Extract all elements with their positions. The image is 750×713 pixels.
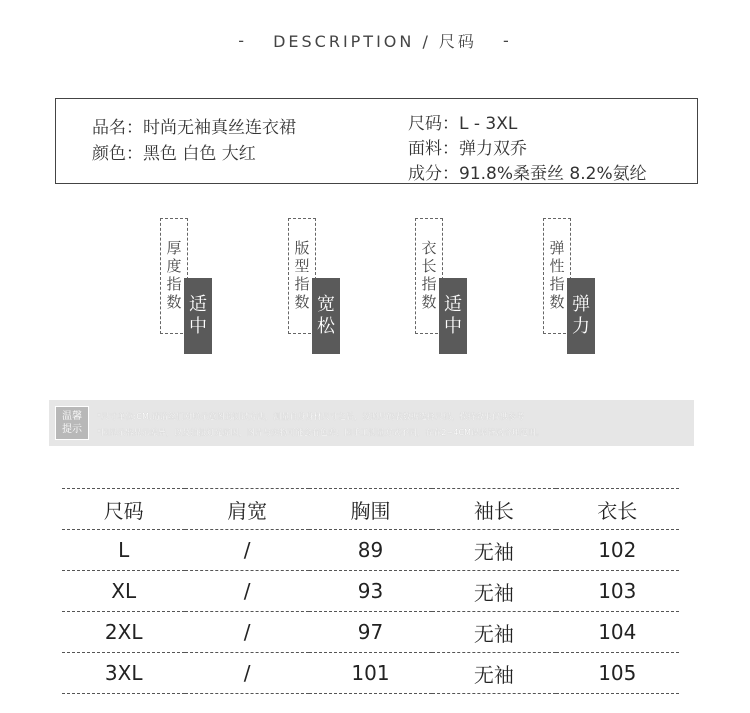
label-char: 数 [294,293,310,311]
fit-index-card [288,218,348,358]
header-cell: 尺码 [62,489,185,530]
value-char: 宽 [317,294,335,315]
table-cell: / [185,612,308,653]
header-cell: 肩宽 [185,489,308,530]
tips-badge-line1: 温馨 [62,411,82,422]
tip-line-1: *尺寸单位:CM,请谙丝们对照示意图的测试方法，测量自身身材尺寸之后，按照尺码表数据选择尺码，模特效果仅供参考 [97,412,525,421]
size-table [62,488,679,694]
label-char: 指 [549,275,565,293]
product-name: 品名：时尚无袖真丝连衣裙 [92,118,296,138]
value-char: 中 [444,316,462,337]
table-cell: 97 [309,612,432,653]
tip-line-2: *因显示器显示差异，以及拍摄灯光原因，图片与实物可能会有色差；因手工测量方式不同，存在2~4CM误差皆属合理范围。 [97,428,545,437]
value-char: 中 [189,316,207,337]
index-value [312,278,340,354]
label-char: 厚 [166,239,182,257]
label-char: 长 [421,257,437,275]
value-char: 弹 [572,294,590,315]
table-cell: 101 [309,653,432,694]
label-char: 指 [166,275,182,293]
elasticity-index-card [543,218,603,358]
value-char: 适 [444,294,462,315]
table-cell: 无袖 [432,653,555,694]
label-char: 型 [294,257,310,275]
table-cell: / [185,571,308,612]
label-char: 数 [166,293,182,311]
table-cell: 104 [556,612,679,653]
table-cell: 93 [309,571,432,612]
label-char: 版 [294,239,310,257]
header-left-dash: - [238,30,248,50]
thickness-index-card [160,218,220,358]
value-char: 力 [572,316,590,337]
label-char: 指 [421,275,437,293]
table-cell: 102 [556,530,679,571]
table-row [62,530,679,571]
table-cell: / [185,530,308,571]
tips-badge-line2: 提示 [62,424,82,435]
label-char: 弹 [549,239,565,257]
table-cell: 105 [556,653,679,694]
product-colors: 颜色：黑色 白色 大红 [92,144,256,164]
label-char: 衣 [421,239,437,257]
index-value [567,278,595,354]
value-char: 松 [317,316,335,337]
header-cell: 袖长 [432,489,555,530]
label-char: 数 [549,293,565,311]
length-index-card [415,218,475,358]
table-row [62,653,679,694]
index-value [439,278,467,354]
table-cell: / [185,653,308,694]
table-cell: XL [62,571,185,612]
label-char: 度 [166,257,182,275]
table-cell: 2XL [62,612,185,653]
value-char: 适 [189,294,207,315]
table-row [62,612,679,653]
header-title: DESCRIPTION / 尺码 [273,31,477,51]
section-header [0,26,750,54]
table-cell: 89 [309,530,432,571]
tips-bar [49,400,694,446]
table-cell: 无袖 [432,612,555,653]
table-cell: 无袖 [432,571,555,612]
label-char: 性 [549,257,565,275]
product-fabric: 面料：弹力双乔 [408,139,527,159]
tips-badge [55,406,89,440]
product-size-range: 尺码：L - 3XL [408,114,518,134]
label-char: 指 [294,275,310,293]
table-header-row [62,489,679,530]
table-row [62,571,679,612]
table-cell: 103 [556,571,679,612]
index-value [184,278,212,354]
label-char: 数 [421,293,437,311]
header-cell: 衣长 [556,489,679,530]
header-cell: 胸围 [309,489,432,530]
table-cell: 无袖 [432,530,555,571]
table-cell: L [62,530,185,571]
table-cell: 3XL [62,653,185,694]
product-composition: 成分：91.8%桑蚕丝 8.2%氨纶 [408,164,647,184]
header-right-dash: - [502,30,512,50]
product-info-box [55,98,698,184]
